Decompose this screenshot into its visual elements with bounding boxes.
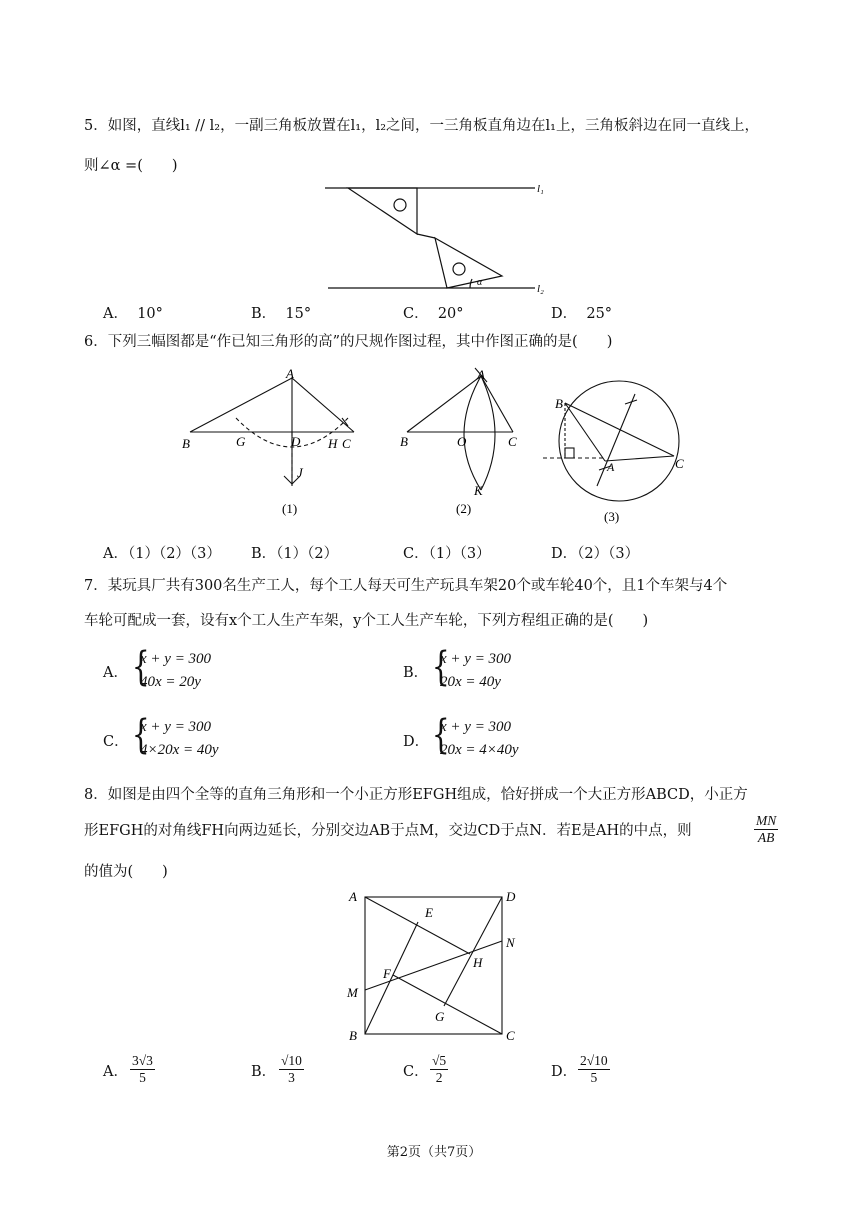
svg-text:B: B: [555, 396, 563, 411]
q7-option-c-key: C．: [103, 734, 129, 750]
q5-option-a: A． 10°: [103, 306, 163, 322]
q5-stem-line2: 则∠α =( ): [84, 158, 178, 174]
q8-figure: [340, 886, 530, 1046]
svg-text:C: C: [506, 1028, 515, 1043]
set-square-upper: [348, 188, 417, 234]
label-l2: l₂: [537, 283, 544, 295]
svg-text:C: C: [508, 434, 517, 449]
q8-option-a-key: A．: [103, 1064, 128, 1080]
svg-text:M: M: [347, 985, 358, 1000]
svg-text:B: B: [349, 1028, 357, 1043]
svg-text:G: G: [236, 434, 246, 449]
q6-option-c: C．（1）（3）: [403, 546, 491, 562]
svg-text:C: C: [675, 456, 684, 471]
svg-text:D: D: [291, 434, 301, 449]
q8-option-a-value: $\frac{3√3}{5}$: [132, 1053, 153, 1085]
label-alpha: α: [477, 277, 483, 288]
svg-text:D: D: [506, 889, 516, 904]
svg-text:A: A: [607, 460, 615, 474]
q7-option-a-key: A．: [103, 665, 128, 681]
q5-figure: [320, 176, 560, 298]
svg-text:C: C: [342, 436, 351, 451]
q6-stem-line1: 6．下列三幅图都是“作已知三角形的高”的尺规作图过程，其中作图正确的是( ): [84, 334, 613, 350]
q8-option-b-value: $\frac{√10}{3}$: [281, 1053, 302, 1085]
q8-option-b-key: B．: [251, 1064, 277, 1080]
q5-option-b: B． 15°: [251, 306, 312, 322]
svg-text:H: H: [473, 955, 483, 970]
q8-stem-line3: 的值为( ): [84, 864, 168, 880]
set-square-lower: [435, 238, 502, 288]
label-l1: l₁: [537, 183, 544, 195]
q7-option-b-key: B．: [403, 665, 429, 681]
svg-text:F: F: [383, 966, 391, 981]
svg-text:G: G: [435, 1009, 445, 1024]
q6-option-b: B．（1）（2）: [251, 546, 339, 562]
svg-text:A: A: [349, 889, 357, 904]
svg-text:A: A: [477, 367, 485, 382]
q8-option-d-key: D．: [551, 1064, 578, 1080]
svg-text:N: N: [506, 935, 515, 950]
q7-stem-line1: 7．某玩具厂共有300名生产工人，每个工人每天可生产玩具车架20个或车轮40个，且1个车架与4个: [84, 578, 728, 594]
svg-text:E: E: [425, 905, 433, 920]
svg-text:A: A: [286, 366, 294, 381]
page-footer: 第2页（共7页）: [386, 1145, 482, 1160]
q8-fraction-mn-ab: $\frac{MN}{AB}$: [756, 813, 777, 845]
svg-text:K: K: [474, 483, 483, 498]
q6-figure-2: [395, 366, 535, 521]
q5-option-d: D． 25°: [551, 306, 613, 322]
q8-stem-line2: 形EFGH的对角线FH向两边延长，分别交边AB于点M，交边CD于点N．若E是AH的中点，则: [84, 823, 692, 839]
svg-text:H: H: [328, 436, 338, 451]
svg-text:B: B: [182, 436, 190, 451]
q6-figure-3: [537, 366, 697, 526]
q8-option-c-key: C．: [403, 1064, 429, 1080]
svg-text:(1): (1): [282, 501, 298, 516]
q5-stem-line1: 5．如图，直线l₁ // l₂，一副三角板放置在l₁，l₂之间，一三角板直角边在l₁上，三角板斜边在同一直线上，: [84, 118, 759, 134]
q7-stem-line2: 车轮可配成一套，设有x个工人生产车架，y个工人生产车轮，下列方程组正确的是( ): [84, 613, 649, 629]
q7-option-d-key: D．: [403, 734, 430, 750]
svg-text:O: O: [457, 434, 467, 449]
q8-stem-line1: 8．如图是由四个全等的直角三角形和一个小正方形EFGH组成，恰好拼成一个大正方形ABCD，小正方: [84, 787, 748, 803]
q8-option-c-value: $\frac{√5}{2}$: [432, 1053, 447, 1085]
svg-text:(2): (2): [456, 501, 472, 516]
q8-option-d-value: $\frac{2√10}{5}$: [580, 1053, 608, 1085]
svg-text:B: B: [400, 434, 408, 449]
q6-option-d: D．（2）（3）: [551, 546, 640, 562]
q5-option-c: C． 20°: [403, 306, 464, 322]
svg-text:J: J: [297, 465, 303, 480]
q6-option-a: A．（1）（2）（3）: [103, 546, 221, 562]
svg-text:(3): (3): [604, 509, 620, 524]
q6-figure-1: [180, 366, 360, 521]
